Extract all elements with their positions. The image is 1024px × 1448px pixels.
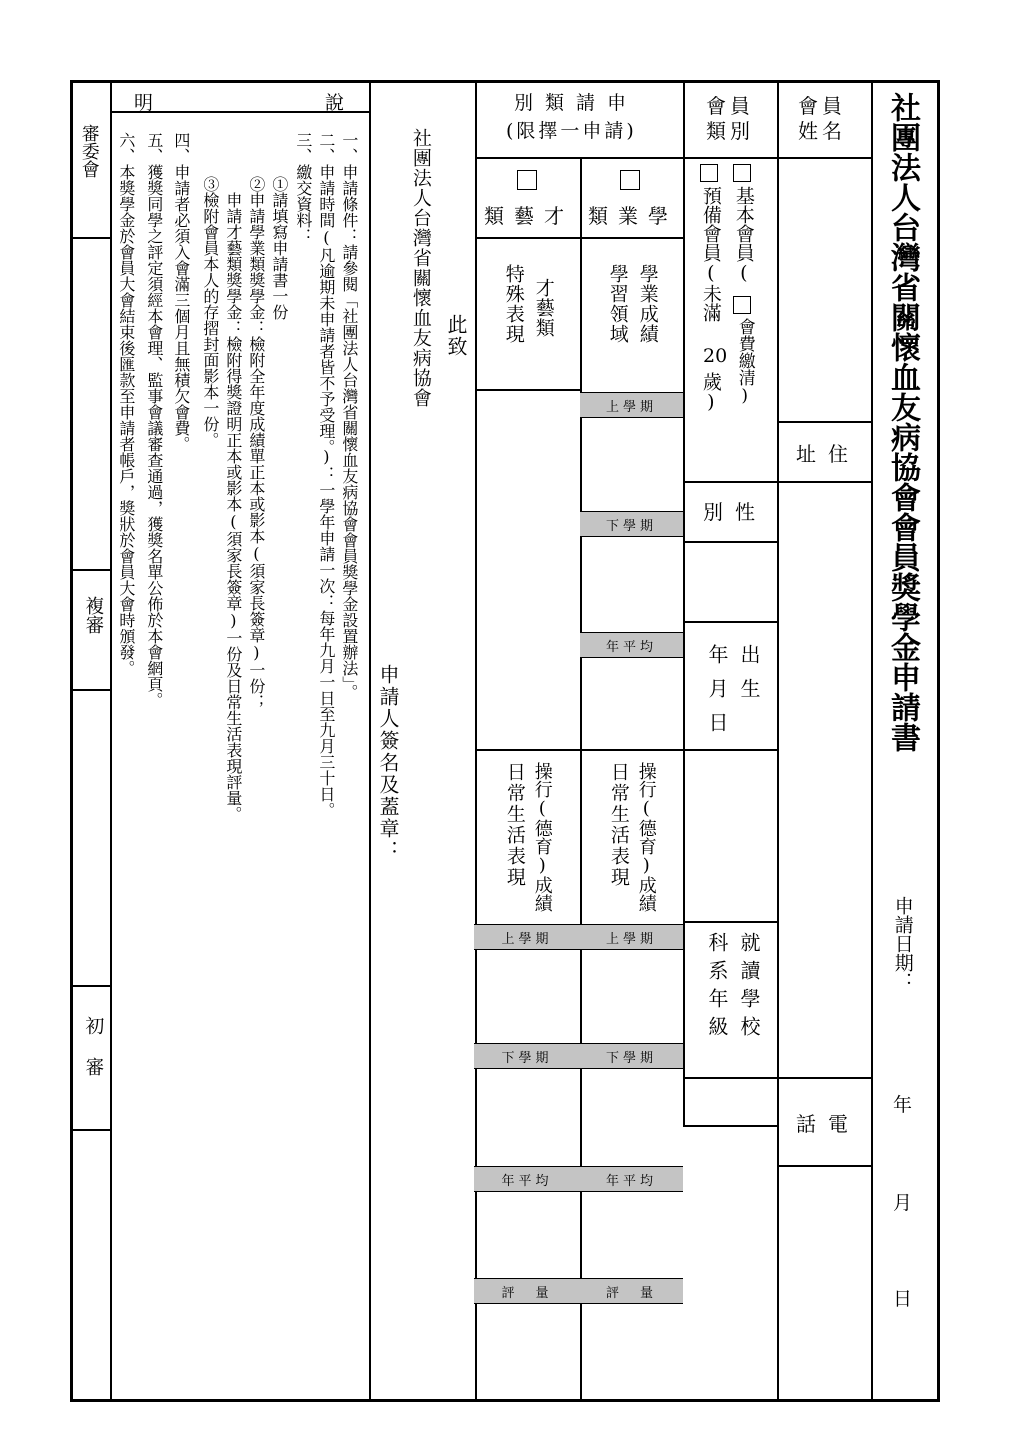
note-item-3b-cont: 申請才藝類獎學金：檢附得獎證明正本或影本(須家長簽章)一份及日常生活表現評量。 — [223, 192, 243, 822]
conduct-b-evaluation-band: 評 量 — [474, 1278, 580, 1304]
note-item-3a: ①請填寫申請書一份 — [269, 176, 289, 320]
member-type-header: 會員類別 — [706, 94, 754, 143]
signature-label: 申請人簽名及蓋章： — [376, 664, 400, 862]
apply-date-label: 申請日期： — [891, 896, 914, 991]
addressee-org: 社團法人台灣省關懷血友病協會 — [409, 128, 432, 408]
reserve-age-number: 20 — [703, 345, 728, 367]
fee-paid-label: 會費繳清) — [734, 318, 755, 406]
second-review-label: 複審 — [82, 596, 105, 634]
academic-average-band: 年平均 — [580, 632, 683, 658]
conduct-b-label-1: 操行(德育)成績 — [531, 762, 553, 912]
conduct-b-first-semester-band: 上學期 — [474, 924, 580, 950]
first-review-label: 初審 — [82, 1016, 105, 1098]
note-item-3: 三、繳交資料： — [293, 132, 313, 244]
apply-date-year: 年 — [893, 1094, 913, 1116]
gender-label: 性別 — [703, 500, 767, 524]
talent-checkbox[interactable] — [517, 170, 537, 190]
reserve-age-suffix: 歲) — [699, 372, 722, 413]
conduct-a-label-1: 操行(德育)成績 — [635, 762, 657, 912]
note-item-3b: ②申請學業類獎學金：檢附全年度成績單正本或影本(須家長簽章)一份； — [246, 176, 266, 710]
school-label-2: 科系年級 — [705, 932, 729, 1044]
note-item-1: 一、申請條件：請參閱「社團法人台灣省關懷血友病協會會員獎學金設置辦法」。 — [339, 132, 359, 700]
academic-domain-2: 學習領域 — [606, 264, 629, 344]
conduct-b-average-band: 年平均 — [474, 1166, 580, 1192]
talent-label: 才藝類 — [484, 204, 574, 228]
category-header: 申請類別 — [514, 92, 639, 114]
notes-header-left: 說 — [325, 92, 345, 114]
reserve-member-checkbox[interactable] — [700, 164, 718, 182]
conduct-b-second-semester-band: 下學期 — [474, 1043, 580, 1069]
member-name-label: 會員姓名 — [798, 94, 846, 143]
apply-date-day: 日 — [893, 1288, 913, 1310]
talent-domain-2: 特殊表現 — [502, 264, 525, 344]
academic-second-semester-band: 下學期 — [580, 511, 683, 537]
conduct-a-average-band: 年平均 — [580, 1166, 683, 1192]
fee-paid-checkbox[interactable] — [733, 296, 751, 314]
conduct-a-evaluation-band: 評 量 — [580, 1278, 683, 1304]
category-subheader: (限擇一申請) — [506, 120, 637, 142]
basic-member-option[interactable] — [733, 164, 751, 186]
basic-member-checkbox[interactable] — [733, 164, 751, 182]
academic-option[interactable] — [620, 170, 640, 194]
note-item-2: 二、申請時間(凡逾期未申請者皆不予受理。)：一學年申請一次：每年九月一日至九月三十日。 — [316, 132, 336, 818]
academic-domain-1: 學業成績 — [636, 264, 659, 344]
birth-label-2: 年月日 — [705, 644, 729, 746]
notes-header-right: 明 — [134, 92, 154, 114]
note-item-5: 五、獲獎同學之評定須經本會理、監事會議審查通過，獲獎名單公佈於本會網頁。 — [144, 132, 164, 708]
fee-paid-option[interactable] — [733, 296, 751, 318]
address-label: 住址 — [796, 442, 860, 466]
conduct-a-label-2: 日常生活表現 — [607, 762, 630, 888]
note-item-4: 四、申請者必須入會滿三個月且無積欠會費。 — [171, 132, 191, 452]
birth-label-1: 出生 — [737, 644, 761, 712]
academic-checkbox[interactable] — [620, 170, 640, 190]
academic-first-semester-band: 上學期 — [580, 392, 683, 418]
addressee-to: 此致 — [444, 314, 468, 358]
basic-member-label: 基本會員( — [732, 186, 755, 284]
apply-date-month: 月 — [893, 1192, 913, 1214]
note-item-6: 六、本獎學金於會員大會結束後匯款至申請者帳戶，獎狀於會員大會時頒發。 — [116, 132, 136, 676]
phone-label: 電話 — [796, 1112, 860, 1136]
talent-domain-1: 才藝類 — [532, 278, 555, 338]
note-item-3c: ③檢附會員本人的存摺封面影本一份。 — [200, 176, 220, 448]
academic-label: 學業類 — [588, 204, 678, 228]
school-label-1: 就讀學校 — [737, 932, 761, 1044]
reserve-member-option[interactable] — [700, 164, 718, 186]
talent-option[interactable] — [517, 170, 537, 194]
conduct-a-first-semester-band: 上學期 — [580, 924, 683, 950]
reserve-member-label: 預備會員(未滿 — [699, 186, 722, 322]
review-committee-label: 審委會 — [78, 124, 100, 178]
conduct-a-second-semester-band: 下學期 — [580, 1043, 683, 1069]
form-title: 社團法人台灣省關懷血友病協會會員獎學金申請書 — [885, 92, 920, 752]
conduct-b-label-2: 日常生活表現 — [503, 762, 526, 888]
